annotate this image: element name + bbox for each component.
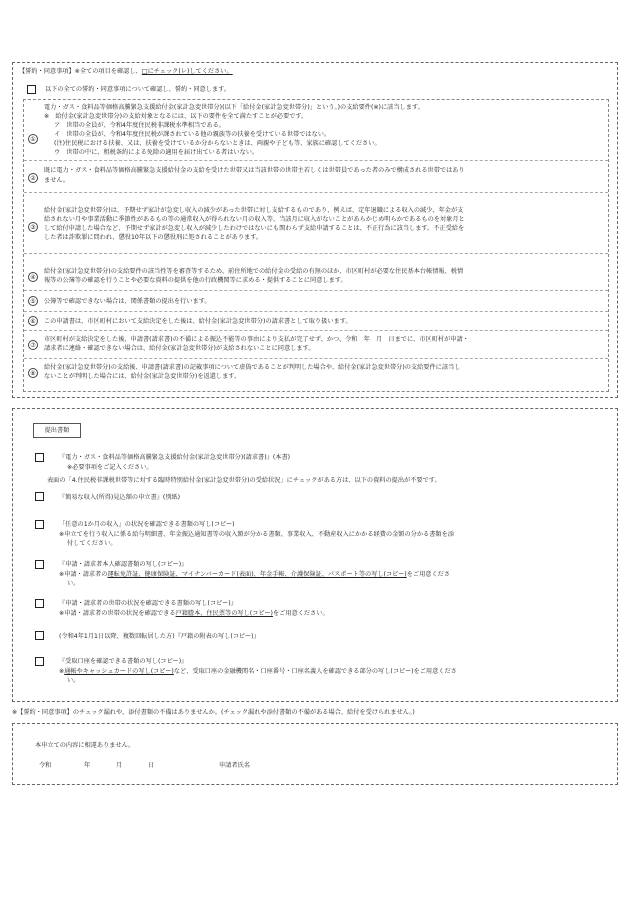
item2-line1: 既に電力・ガス・食料品等価格高騰緊急支援給付金の支給を受けた世帯又は当該世帯の世帯主若しくは世帯員であった者のみで構成される世帯ではあり <box>44 167 465 174</box>
item-number-2: ② <box>28 173 38 183</box>
doc7-checkbox[interactable] <box>35 657 44 666</box>
item-number-5: ⑤ <box>28 296 38 306</box>
item1-line2: ※ 給付金(家計急変世帯分)の支給対象となるには、以下の要件を全て満たすことが必要です。 <box>44 113 308 120</box>
doc4-title: 『申請・請求者本人確認書類の写し(コピー)』 <box>59 561 188 568</box>
item8-line1: 給付金(家計急変世帯分)の支給後、申請書(請求書)の記載事項について虚偽であることが判明した場合や、給付金(家計急変世帯分)の支給要件に該当し <box>44 364 461 371</box>
divider <box>24 192 608 193</box>
item-number-8: ⑧ <box>28 368 38 378</box>
doc7-note2: い。 <box>67 677 80 684</box>
doc2-checkbox[interactable] <box>35 492 44 501</box>
item-number-1: ① <box>28 134 38 144</box>
signature-statement: 本申立ての内容に相違ありません。 <box>35 742 135 749</box>
item1-line5: (注)住民税における扶養、又は、扶養を受けているか分からないときは、両親や子ども等、家族に確認してください。 <box>54 140 381 147</box>
applicant-name-label: 申請者氏名 <box>219 762 250 769</box>
item-number-6: ⑥ <box>28 316 38 326</box>
divider <box>24 311 608 312</box>
doc3-note2: 付してください。 <box>67 540 117 547</box>
item-number-4: ④ <box>28 272 38 282</box>
item3-line2: 給されない月や事業活動に季節性があるもの等の通常収入が得られない月の収入等、当該月に収入がないことがあらかじめ明らかであるものを対象月と <box>44 216 465 223</box>
item3-line4: した者は詐欺罪に問われ、懲役10年以下の懲役刑に処されることがあります。 <box>44 234 263 241</box>
doc4-note2: い。 <box>67 580 80 587</box>
item1-line3: ア 世帯の全員が、令和4年度住民税非課税水準相当である。 <box>54 122 225 129</box>
item-number-3: ③ <box>28 222 38 232</box>
item3-line1: 給付金(家計急変世帯分)は、予期せず家計が急変し収入の減少があった世帯に対し支給するものであり、例えば、定年退職による収入の減少、年金が支 <box>44 207 464 214</box>
agreement-items <box>23 99 609 392</box>
divider <box>24 160 608 161</box>
divider <box>24 290 608 291</box>
agreement-title: 【誓約・同意事項】※全ての項目を確認し、□にチェック(レ)してください。 <box>19 68 233 75</box>
surface-note: 表面の「4.住民税非課税世帯等に対する臨時特別給付金(家計急変世帯分)の受給状況」にチェックがある方は、以下の資料の提出が不要です。 <box>47 477 441 484</box>
all-agree-label: 以下の全ての誓約・同意事項について確認し、誓約・同意します。 <box>45 86 231 93</box>
doc6-title: (令和4年1月1日以降、複数回転居した方)『戸籍の附表の写し(コピー)』 <box>59 633 260 640</box>
item3-line3: して給付申請した場合など、予期せず家計が急変し収入が減少したわけではないにも関わらず支給申請することは、不正行為に該当します。不正受給を <box>44 225 465 232</box>
item2-line2: ません。 <box>44 177 70 184</box>
divider <box>24 253 608 254</box>
doc4-note: ※申請・請求者の運転免許証、健康保険証、マイナンバーカード(表面)、年金手帳、介護保険証、パスポート等の写し(コピー)をご用意くださ <box>59 571 451 578</box>
documents-header: 提出書類 <box>33 423 81 438</box>
item7-line2: 請求者に連絡・確認できない場合は、給付金(家計急変世帯分)が支給されないことに同意します。 <box>44 345 315 352</box>
doc6-checkbox[interactable] <box>35 631 44 640</box>
doc3-note1: ※申立てを行う収入に係る給与明細書、年金振込通知書等の収入額が分かる書類、事業収入、不動産収入にかかる経費の金額の分かる書類を添 <box>59 531 454 538</box>
signature-day-label: 日 <box>148 762 155 769</box>
agreement-section <box>12 62 618 398</box>
doc1-note: ※必要事項をご記入ください。 <box>67 464 153 471</box>
item5-line1: 公簿等で確認できない場合は、関係書類の提出を行います。 <box>44 298 211 305</box>
item4-line2: 報等の公簿等の確認を行うことや必要な資料の提供を他の行政機関等に求める・提供することに同意します。 <box>44 277 347 284</box>
doc7-title: 『受取口座を確認できる書類の写し(コピー)』 <box>59 658 188 665</box>
doc4-checkbox[interactable] <box>35 560 44 569</box>
item4-line1: 給付金(家計急変世帯分)の支給要件の該当性等を審査等するため、前住所地での給付金の受給の有無のほか、市区町村が必要な住民基本台帳情報、税情 <box>44 268 464 275</box>
doc1-title: 『電力・ガス・食料品等価格高騰緊急支援給付金(家計急変世帯分)(請求書)』(本書) <box>59 454 291 461</box>
signature-month-label: 月 <box>116 762 123 769</box>
doc1-checkbox[interactable] <box>35 453 44 462</box>
warning-text: ※【誓約・同意事項】のチェック漏れや、添付書類の不備はありませんか。(チェック漏れや添付書類の不備がある場合、給付を受けられません。) <box>12 709 415 716</box>
doc3-checkbox[interactable] <box>35 520 44 529</box>
divider <box>24 358 608 359</box>
doc7-note: ※通帳やキャッシュカードの写し(コピー)など、受取口座の金融機関名・口座番号・口座名義人を確認できる部分の写し(コピー)をご用意くださ <box>59 668 457 675</box>
doc5-title: 『申請・請求者の世帯の状況を確認できる書類の写し(コピー)』 <box>59 600 237 607</box>
signature-era: 令和 <box>39 762 52 769</box>
item7-line1: 市区町村が支給決定をした後、申請書(請求書)の不備による振込不能等の事由により支払が完了せず、かつ、令和 年 月 日までに、市区町村が申請・ <box>44 336 469 343</box>
doc2-title: 『簡易な収入(所得)見込額の申立書』(別紙) <box>59 494 181 501</box>
item1-line1: 電力・ガス・食料品等価格高騰緊急支援給付金(家計急変世帯分)(以下「給付金(家計急変世帯分)」という。)の支給要件(※)に該当します。 <box>44 104 424 111</box>
doc5-checkbox[interactable] <box>35 599 44 608</box>
all-agree-checkbox[interactable] <box>27 85 36 94</box>
signature-section <box>12 723 618 785</box>
doc3-title: 「任意の1か月の収入」の状況を確認できる書類の写し(コピー) <box>59 521 235 528</box>
item-number-7: ⑦ <box>28 340 38 350</box>
documents-section <box>12 408 618 702</box>
divider <box>24 330 608 331</box>
item1-line4: イ 世帯の全員が、令和4年度住民税が課されている他の親族等の扶養を受けている世帯ではない。 <box>54 131 331 138</box>
signature-year-label: 年 <box>84 762 91 769</box>
doc5-note: ※申請・請求者の世帯の状況を確認できる戸籍謄本、住民票等の写し(コピー)をご用意ください。 <box>59 610 329 617</box>
item6-line1: この申請書は、市区町村において支給決定をした後は、給付金(家計急変世帯分)の請求書として取り扱います。 <box>44 318 352 325</box>
item8-line2: ないことが判明した場合には、給付金(家計急変世帯分)を返還します。 <box>44 373 241 380</box>
item1-line6: ウ 世帯の中に、租税条約による免除の適用を届け出ている者はいない。 <box>54 149 259 156</box>
